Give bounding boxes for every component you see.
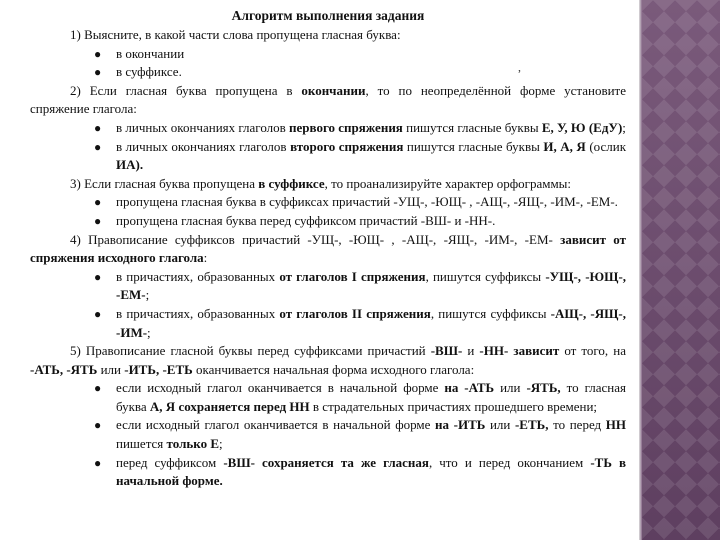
list-item (30, 379, 626, 416)
text: (ослик (585, 138, 627, 154)
text: или (97, 361, 125, 377)
step-5 (30, 342, 626, 379)
list-item (30, 212, 626, 231)
text: или (494, 380, 527, 396)
emphasis: -ТЬ в начальной форме. (116, 454, 626, 489)
text: 5) Правописание гласной буквы перед суффиксами причастий (70, 343, 431, 359)
step-2-list (30, 119, 626, 175)
text: перед суффиксом (116, 454, 224, 470)
text: если исходный глагол оканчивается в начальной форме (116, 417, 436, 433)
emphasis: -АТЬ, -ЯТЬ (30, 361, 98, 377)
text: от того, на (559, 343, 626, 359)
list-item (30, 138, 626, 175)
emphasis: только Е (166, 436, 219, 452)
list-item-text: пропущена гласная буква в суффиксах причастий -УЩ-, -ЮЩ- , -АЩ-, -ЯЩ-, -ИМ-, -ЕМ-. (116, 194, 618, 210)
text: то перед (548, 417, 606, 433)
emphasis: -УЩ-, -ЮЩ-, -ЕМ- (116, 268, 627, 303)
text: ; (622, 119, 626, 135)
emphasis: -ИТЬ, -ЕТЬ (124, 361, 193, 377)
list-item-text: в суффиксе. (116, 64, 182, 80)
emphasis: на -АТЬ (444, 380, 495, 396)
bullet-icon: ● (94, 418, 102, 433)
text: , пишутся суффиксы (425, 268, 546, 284)
text: в страдательных причастиях прошедшего времени; (309, 398, 598, 414)
text: пишется (116, 436, 167, 452)
step-4-list (30, 268, 626, 342)
step-3-list (30, 193, 626, 230)
text: в причастиях, образованных (116, 268, 280, 284)
emphasis: второго спряжения (290, 138, 404, 154)
text: пишутся гласные буквы (403, 138, 544, 154)
emphasis: И, А, Я (543, 138, 586, 154)
emphasis: в суффиксе (258, 175, 325, 191)
list-item (30, 63, 626, 82)
emphasis: НН (605, 417, 626, 433)
emphasis: Е, У, Ю (ЕдУ) (541, 119, 623, 135)
emphasis: от глаголов II спряжения (279, 305, 431, 321)
emphasis: окончании (301, 82, 366, 98)
list-item (30, 416, 626, 453)
emphasis: от глаголов I спряжения (279, 268, 426, 284)
list-item (30, 454, 626, 491)
step-5-list (30, 379, 626, 491)
text: ; (145, 287, 150, 303)
step-1 (30, 26, 626, 45)
bullet-icon: ● (94, 213, 102, 228)
bullet-icon: ● (94, 65, 102, 80)
emphasis: -ВШ- сохраняется та же гласная (223, 454, 429, 470)
emphasis: зависит от спряжения исходного глагола (30, 231, 626, 266)
text: , то по неопределённой форме установите спряжение глагола: (30, 82, 626, 117)
step-4 (30, 231, 626, 268)
emphasis: А, Я сохраняется перед НН (149, 398, 310, 414)
list-item-text: в окончании (116, 45, 185, 61)
text: или (485, 417, 515, 433)
text: если исходный глагол оканчивается в начальной форме (116, 380, 445, 396)
text: в личных окончаниях глаголов (116, 119, 290, 135)
text: : (203, 250, 208, 266)
emphasis: ИА). (116, 157, 144, 173)
text: 3) Если гласная буква пропущена (70, 175, 259, 191)
emphasis: -ЯТЬ, (526, 380, 561, 396)
text: ; (219, 436, 223, 452)
list-item (30, 45, 626, 64)
list-item-text: пропущена гласная буква перед суффиксом причастий -ВШ- и -НН-. (116, 212, 496, 228)
emphasis: -АЩ-, -ЯЩ-, -ИМ- (116, 305, 626, 340)
doc-title: Алгоритм выполнения задания (231, 8, 425, 23)
text: ; (147, 324, 151, 340)
text: пишутся гласные буквы (402, 119, 542, 135)
text: то гласная буква (116, 380, 626, 414)
list-item (30, 119, 626, 138)
list-item (30, 305, 626, 342)
step-1-text: 1) Выясните, в какой части слова пропущена гласная буква: (70, 27, 401, 42)
text: 4) Правописание суффиксов причастий -УЩ-, -ЮЩ- , -АЩ-, -ЯЩ-, -ИМ-, -ЕМ- (70, 231, 561, 247)
bullet-icon: ● (94, 46, 102, 61)
bullet-icon: ● (94, 455, 102, 470)
text: , то проанализируйте характер орфограммы: (324, 175, 572, 191)
emphasis: -НН- зависит (479, 343, 560, 359)
decorative-sidebar (642, 0, 720, 540)
emphasis: -ЕТЬ, (514, 417, 549, 433)
emphasis: первого спряжения (289, 119, 403, 135)
bullet-icon: ● (94, 306, 102, 321)
text: , пишутся суффиксы (430, 305, 551, 321)
bullet-icon: ● (94, 381, 102, 396)
text: и (462, 343, 480, 359)
emphasis: -ВШ- (430, 343, 463, 359)
list-item (30, 193, 626, 212)
bullet-icon: ● (94, 120, 102, 135)
bullet-icon: ● (94, 139, 102, 154)
document (30, 6, 626, 491)
bullet-icon: ● (94, 195, 102, 210)
list-item (30, 268, 626, 305)
text: оканчивается начальная форма исходного глагола: (192, 361, 475, 377)
text: в причастиях, образованных (116, 305, 280, 321)
bullet-icon: ● (94, 269, 102, 284)
step-3 (30, 175, 626, 194)
step-2 (30, 82, 626, 119)
text: 2) Если гласная буква пропущена в (70, 82, 302, 98)
stray-mark: , (518, 60, 521, 74)
step-1-list (30, 45, 626, 82)
text: , что и перед окончанием (428, 454, 591, 470)
text: в личных окончаниях глаголов (116, 138, 291, 154)
emphasis: на -ИТЬ (435, 417, 486, 433)
